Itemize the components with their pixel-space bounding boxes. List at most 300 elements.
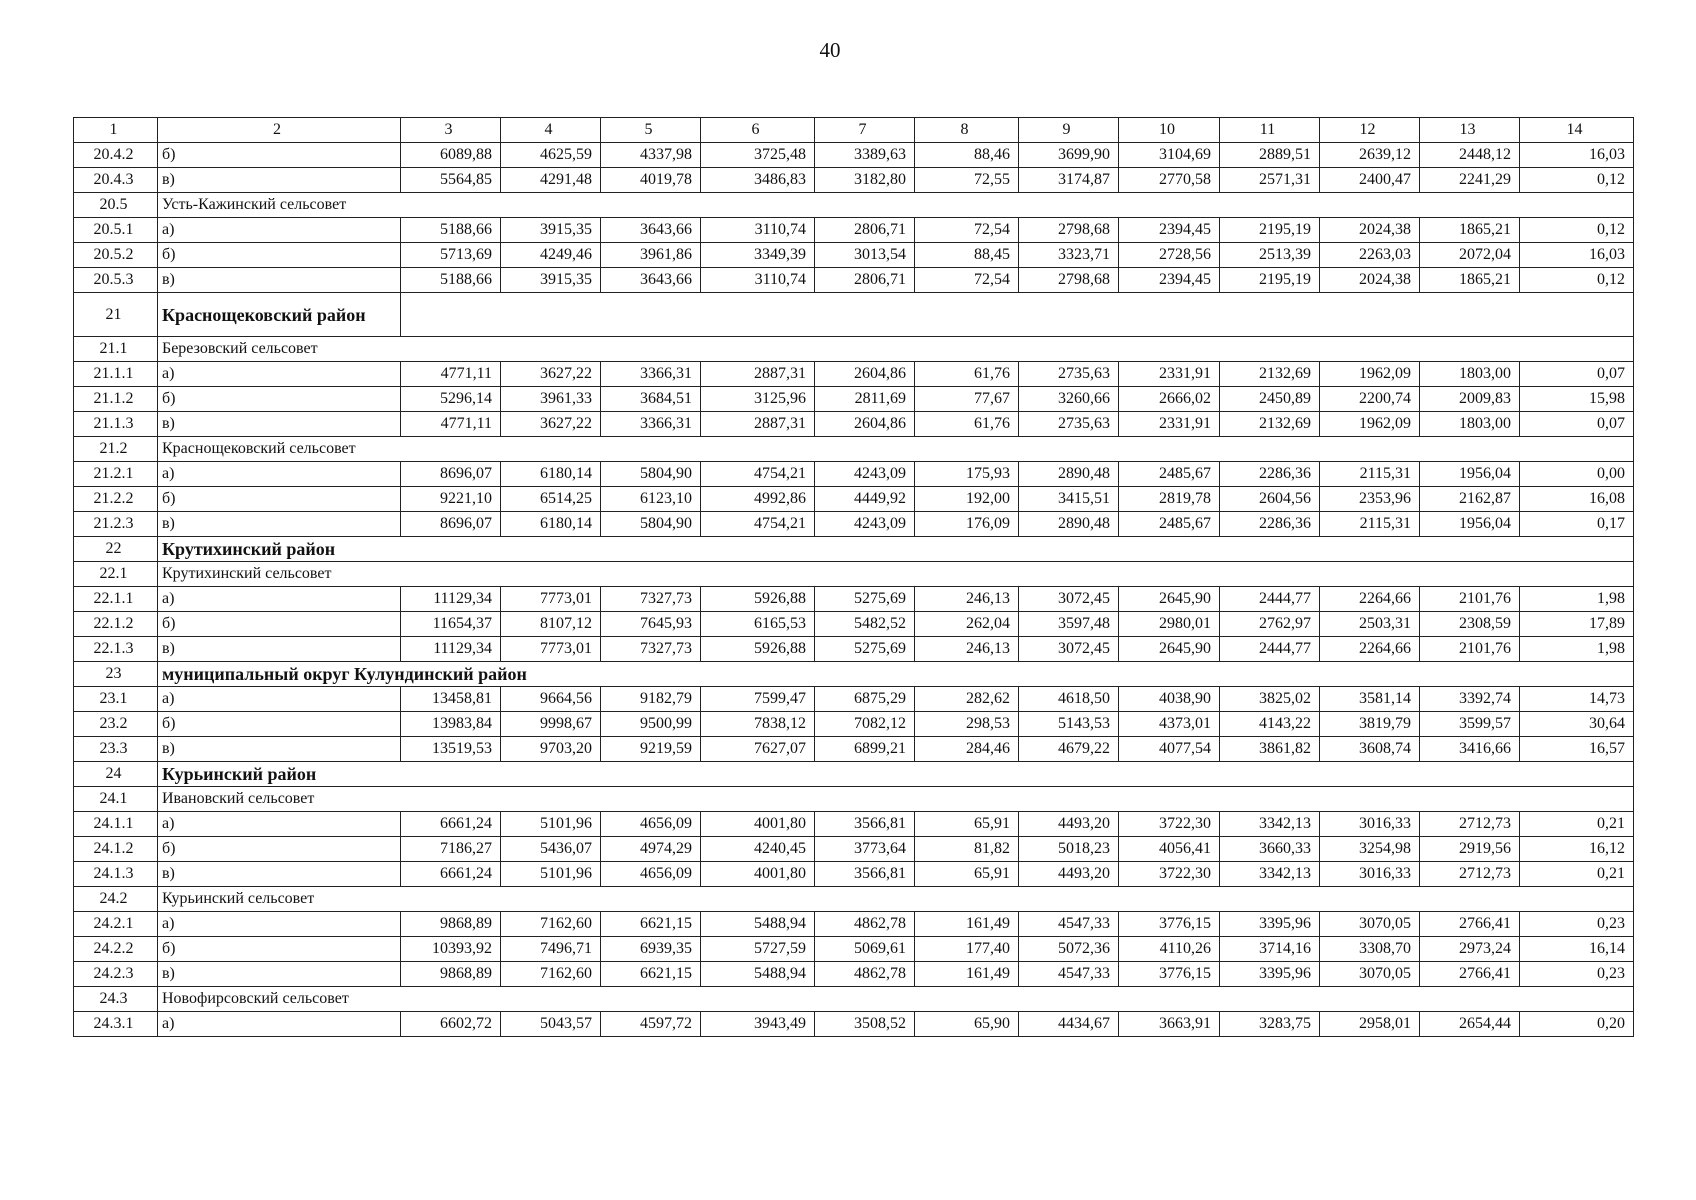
value-cell: 2024,38 bbox=[1320, 268, 1420, 293]
row-code: 20.5.2 bbox=[74, 243, 158, 268]
row-code: 24.1 bbox=[74, 787, 158, 812]
value-cell: 2331,91 bbox=[1119, 362, 1220, 387]
value-cell: 3581,14 bbox=[1320, 687, 1420, 712]
value-cell: 3608,74 bbox=[1320, 737, 1420, 762]
settlement-title: Усть-Кажинский сельсовет bbox=[158, 193, 1634, 218]
value-cell: 3254,98 bbox=[1320, 837, 1420, 862]
row-variant: б) bbox=[158, 712, 401, 737]
row-code: 22.1.2 bbox=[74, 612, 158, 637]
value-cell: 2394,45 bbox=[1119, 218, 1220, 243]
value-cell: 4656,09 bbox=[601, 812, 701, 837]
value-cell: 2241,29 bbox=[1420, 168, 1520, 193]
table-row bbox=[74, 837, 1634, 862]
value-cell: 2666,02 bbox=[1119, 387, 1220, 412]
row-code: 20.4.3 bbox=[74, 168, 158, 193]
settlement-title: Новофирсовский сельсовет bbox=[158, 987, 1634, 1012]
district-row bbox=[74, 762, 1634, 787]
value-cell: 1,98 bbox=[1520, 637, 1634, 662]
row-variant: б) bbox=[158, 143, 401, 168]
value-cell: 3182,80 bbox=[815, 168, 915, 193]
value-cell: 2806,71 bbox=[815, 218, 915, 243]
value-cell: 246,13 bbox=[915, 587, 1019, 612]
row-code: 20.5.3 bbox=[74, 268, 158, 293]
header-row bbox=[74, 118, 1634, 143]
value-cell: 3110,74 bbox=[701, 268, 815, 293]
value-cell: 2162,87 bbox=[1420, 487, 1520, 512]
value-cell: 3174,87 bbox=[1019, 168, 1119, 193]
value-cell: 3776,15 bbox=[1119, 912, 1220, 937]
value-cell: 3943,49 bbox=[701, 1012, 815, 1037]
row-code: 21.2.2 bbox=[74, 487, 158, 512]
row-variant: б) bbox=[158, 243, 401, 268]
header-cell: 10 bbox=[1119, 118, 1220, 143]
value-cell: 3415,51 bbox=[1019, 487, 1119, 512]
settlement-title: Ивановский сельсовет bbox=[158, 787, 1634, 812]
table-row bbox=[74, 812, 1634, 837]
row-variant: б) bbox=[158, 612, 401, 637]
table-row bbox=[74, 712, 1634, 737]
value-cell: 3566,81 bbox=[815, 862, 915, 887]
table-row bbox=[74, 512, 1634, 537]
table-row bbox=[74, 937, 1634, 962]
value-cell: 14,73 bbox=[1520, 687, 1634, 712]
table-row bbox=[74, 462, 1634, 487]
value-cell: 2645,90 bbox=[1119, 637, 1220, 662]
value-cell: 2200,74 bbox=[1320, 387, 1420, 412]
tariff-table bbox=[73, 117, 1634, 1037]
value-cell: 2132,69 bbox=[1220, 362, 1320, 387]
value-cell: 2973,24 bbox=[1420, 937, 1520, 962]
value-cell: 2712,73 bbox=[1420, 862, 1520, 887]
value-cell: 2485,67 bbox=[1119, 512, 1220, 537]
row-code: 23.2 bbox=[74, 712, 158, 737]
value-cell: 0,20 bbox=[1520, 1012, 1634, 1037]
row-variant: в) bbox=[158, 737, 401, 762]
value-cell: 4337,98 bbox=[601, 143, 701, 168]
value-cell: 5275,69 bbox=[815, 637, 915, 662]
value-cell: 1962,09 bbox=[1320, 412, 1420, 437]
value-cell: 1865,21 bbox=[1420, 268, 1520, 293]
value-cell: 9500,99 bbox=[601, 712, 701, 737]
value-cell: 4862,78 bbox=[815, 962, 915, 987]
value-cell: 4019,78 bbox=[601, 168, 701, 193]
value-cell: 282,62 bbox=[915, 687, 1019, 712]
value-cell: 1803,00 bbox=[1420, 412, 1520, 437]
value-cell: 2728,56 bbox=[1119, 243, 1220, 268]
row-code: 24.2 bbox=[74, 887, 158, 912]
value-cell: 16,03 bbox=[1520, 143, 1634, 168]
row-variant: а) bbox=[158, 687, 401, 712]
value-cell: 9182,79 bbox=[601, 687, 701, 712]
row-variant: в) bbox=[158, 637, 401, 662]
header-cell: 11 bbox=[1220, 118, 1320, 143]
value-cell: 3342,13 bbox=[1220, 862, 1320, 887]
value-cell: 8696,07 bbox=[401, 462, 501, 487]
value-cell: 1962,09 bbox=[1320, 362, 1420, 387]
row-code: 23 bbox=[74, 662, 158, 687]
value-cell: 298,53 bbox=[915, 712, 1019, 737]
value-cell: 5018,23 bbox=[1019, 837, 1119, 862]
value-cell: 6123,10 bbox=[601, 487, 701, 512]
value-cell: 0,21 bbox=[1520, 812, 1634, 837]
row-variant: а) bbox=[158, 812, 401, 837]
settlement-row bbox=[74, 987, 1634, 1012]
value-cell: 2645,90 bbox=[1119, 587, 1220, 612]
table-row bbox=[74, 587, 1634, 612]
value-cell: 5188,66 bbox=[401, 268, 501, 293]
value-cell: 284,46 bbox=[915, 737, 1019, 762]
row-code: 21.1 bbox=[74, 337, 158, 362]
value-cell: 3660,33 bbox=[1220, 837, 1320, 862]
value-cell: 5436,07 bbox=[501, 837, 601, 862]
value-cell: 2604,56 bbox=[1220, 487, 1320, 512]
header-cell: 9 bbox=[1019, 118, 1119, 143]
district-title: муниципальный округ Кулундинский район bbox=[158, 662, 1634, 687]
value-cell: 4618,50 bbox=[1019, 687, 1119, 712]
value-cell: 2735,63 bbox=[1019, 412, 1119, 437]
row-variant: в) bbox=[158, 268, 401, 293]
row-code: 21.2 bbox=[74, 437, 158, 462]
value-cell: 6621,15 bbox=[601, 912, 701, 937]
value-cell: 4077,54 bbox=[1119, 737, 1220, 762]
row-variant: в) bbox=[158, 512, 401, 537]
settlement-row bbox=[74, 562, 1634, 587]
row-variant: а) bbox=[158, 462, 401, 487]
value-cell: 2806,71 bbox=[815, 268, 915, 293]
value-cell: 2604,86 bbox=[815, 412, 915, 437]
value-cell: 3825,02 bbox=[1220, 687, 1320, 712]
value-cell: 3110,74 bbox=[701, 218, 815, 243]
row-code: 22.1.3 bbox=[74, 637, 158, 662]
table-row bbox=[74, 1012, 1634, 1037]
value-cell: 2887,31 bbox=[701, 362, 815, 387]
value-cell: 2286,36 bbox=[1220, 512, 1320, 537]
value-cell: 3323,71 bbox=[1019, 243, 1119, 268]
value-cell: 4754,21 bbox=[701, 512, 815, 537]
value-cell: 6661,24 bbox=[401, 862, 501, 887]
value-cell: 3308,70 bbox=[1320, 937, 1420, 962]
value-cell: 5043,57 bbox=[501, 1012, 601, 1037]
value-cell: 4992,86 bbox=[701, 487, 815, 512]
value-cell: 16,12 bbox=[1520, 837, 1634, 862]
row-code: 24.1.2 bbox=[74, 837, 158, 862]
header-cell: 12 bbox=[1320, 118, 1420, 143]
value-cell: 3070,05 bbox=[1320, 912, 1420, 937]
value-cell: 3072,45 bbox=[1019, 587, 1119, 612]
value-cell: 9664,56 bbox=[501, 687, 601, 712]
value-cell: 3016,33 bbox=[1320, 812, 1420, 837]
value-cell: 8107,12 bbox=[501, 612, 601, 637]
value-cell: 6661,24 bbox=[401, 812, 501, 837]
value-cell: 2798,68 bbox=[1019, 268, 1119, 293]
value-cell: 3684,51 bbox=[601, 387, 701, 412]
value-cell: 2712,73 bbox=[1420, 812, 1520, 837]
value-cell: 4001,80 bbox=[701, 862, 815, 887]
value-cell: 65,90 bbox=[915, 1012, 1019, 1037]
value-cell: 6180,14 bbox=[501, 512, 601, 537]
table-row bbox=[74, 912, 1634, 937]
value-cell: 3599,57 bbox=[1420, 712, 1520, 737]
row-variant: б) bbox=[158, 487, 401, 512]
header-cell: 13 bbox=[1420, 118, 1520, 143]
value-cell: 4974,29 bbox=[601, 837, 701, 862]
value-cell: 3072,45 bbox=[1019, 637, 1119, 662]
value-cell: 2286,36 bbox=[1220, 462, 1320, 487]
value-cell: 4143,22 bbox=[1220, 712, 1320, 737]
value-cell: 7645,93 bbox=[601, 612, 701, 637]
row-variant: а) bbox=[158, 912, 401, 937]
value-cell: 72,55 bbox=[915, 168, 1019, 193]
value-cell: 2450,89 bbox=[1220, 387, 1320, 412]
row-variant: а) bbox=[158, 587, 401, 612]
header-cell: 6 bbox=[701, 118, 815, 143]
value-cell: 72,54 bbox=[915, 268, 1019, 293]
value-cell: 3260,66 bbox=[1019, 387, 1119, 412]
row-code: 21 bbox=[74, 293, 158, 337]
value-cell: 3663,91 bbox=[1119, 1012, 1220, 1037]
settlement-row bbox=[74, 887, 1634, 912]
value-cell: 4656,09 bbox=[601, 862, 701, 887]
value-cell: 3776,15 bbox=[1119, 962, 1220, 987]
value-cell: 2890,48 bbox=[1019, 512, 1119, 537]
value-cell: 7327,73 bbox=[601, 637, 701, 662]
value-cell: 4547,33 bbox=[1019, 912, 1119, 937]
value-cell: 72,54 bbox=[915, 218, 1019, 243]
value-cell: 2115,31 bbox=[1320, 512, 1420, 537]
settlement-title: Краснощековский сельсовет bbox=[158, 437, 1634, 462]
value-cell: 3714,16 bbox=[1220, 937, 1320, 962]
value-cell: 2958,01 bbox=[1320, 1012, 1420, 1037]
value-cell: 2604,86 bbox=[815, 362, 915, 387]
value-cell: 3915,35 bbox=[501, 218, 601, 243]
value-cell: 0,17 bbox=[1520, 512, 1634, 537]
value-cell: 10393,92 bbox=[401, 937, 501, 962]
value-cell: 2444,77 bbox=[1220, 587, 1320, 612]
value-cell: 2115,31 bbox=[1320, 462, 1420, 487]
value-cell: 7773,01 bbox=[501, 587, 601, 612]
value-cell: 6939,35 bbox=[601, 937, 701, 962]
value-cell: 2654,44 bbox=[1420, 1012, 1520, 1037]
value-cell: 176,09 bbox=[915, 512, 1019, 537]
settlement-row bbox=[74, 437, 1634, 462]
value-cell: 3395,96 bbox=[1220, 912, 1320, 937]
table-row bbox=[74, 268, 1634, 293]
value-cell: 3070,05 bbox=[1320, 962, 1420, 987]
district-title: Курьинский район bbox=[158, 762, 1634, 787]
row-variant: в) bbox=[158, 962, 401, 987]
value-cell: 3627,22 bbox=[501, 412, 601, 437]
value-cell: 2394,45 bbox=[1119, 268, 1220, 293]
district-title: Краснощековский район bbox=[158, 293, 401, 337]
row-variant: а) bbox=[158, 1012, 401, 1037]
row-code: 24.2.1 bbox=[74, 912, 158, 937]
value-cell: 5275,69 bbox=[815, 587, 915, 612]
value-cell: 2770,58 bbox=[1119, 168, 1220, 193]
table-row bbox=[74, 962, 1634, 987]
value-cell: 161,49 bbox=[915, 962, 1019, 987]
value-cell: 16,14 bbox=[1520, 937, 1634, 962]
value-cell: 5188,66 bbox=[401, 218, 501, 243]
value-cell: 1,98 bbox=[1520, 587, 1634, 612]
value-cell: 4449,92 bbox=[815, 487, 915, 512]
value-cell: 11129,34 bbox=[401, 587, 501, 612]
value-cell: 7186,27 bbox=[401, 837, 501, 862]
row-variant: б) bbox=[158, 387, 401, 412]
value-cell: 4754,21 bbox=[701, 462, 815, 487]
row-code: 21.2.1 bbox=[74, 462, 158, 487]
value-cell: 3566,81 bbox=[815, 812, 915, 837]
value-cell: 5072,36 bbox=[1019, 937, 1119, 962]
table-row bbox=[74, 218, 1634, 243]
value-cell: 30,64 bbox=[1520, 712, 1634, 737]
value-cell: 7082,12 bbox=[815, 712, 915, 737]
table-row bbox=[74, 612, 1634, 637]
value-cell: 3861,82 bbox=[1220, 737, 1320, 762]
row-code: 21.2.3 bbox=[74, 512, 158, 537]
value-cell: 5926,88 bbox=[701, 637, 815, 662]
value-cell: 5296,14 bbox=[401, 387, 501, 412]
value-cell: 2571,31 bbox=[1220, 168, 1320, 193]
value-cell: 3416,66 bbox=[1420, 737, 1520, 762]
value-cell: 5101,96 bbox=[501, 812, 601, 837]
value-cell: 2072,04 bbox=[1420, 243, 1520, 268]
value-cell: 65,91 bbox=[915, 862, 1019, 887]
value-cell: 3104,69 bbox=[1119, 143, 1220, 168]
value-cell: 61,76 bbox=[915, 362, 1019, 387]
value-cell: 3342,13 bbox=[1220, 812, 1320, 837]
value-cell: 4249,46 bbox=[501, 243, 601, 268]
value-cell: 16,57 bbox=[1520, 737, 1634, 762]
header-cell: 2 bbox=[158, 118, 401, 143]
value-cell: 3366,31 bbox=[601, 362, 701, 387]
value-cell: 2766,41 bbox=[1420, 912, 1520, 937]
value-cell: 3016,33 bbox=[1320, 862, 1420, 887]
table-row bbox=[74, 387, 1634, 412]
value-cell: 4493,20 bbox=[1019, 812, 1119, 837]
row-code: 21.1.3 bbox=[74, 412, 158, 437]
value-cell: 3699,90 bbox=[1019, 143, 1119, 168]
value-cell: 4038,90 bbox=[1119, 687, 1220, 712]
value-cell: 3349,39 bbox=[701, 243, 815, 268]
value-cell: 3627,22 bbox=[501, 362, 601, 387]
value-cell: 0,12 bbox=[1520, 168, 1634, 193]
value-cell: 3486,83 bbox=[701, 168, 815, 193]
value-cell: 2132,69 bbox=[1220, 412, 1320, 437]
settlement-title: Крутихинский сельсовет bbox=[158, 562, 1634, 587]
value-cell: 5804,90 bbox=[601, 462, 701, 487]
row-variant: б) bbox=[158, 937, 401, 962]
value-cell: 2448,12 bbox=[1420, 143, 1520, 168]
value-cell: 3961,86 bbox=[601, 243, 701, 268]
value-cell: 7599,47 bbox=[701, 687, 815, 712]
row-code: 24.2.3 bbox=[74, 962, 158, 987]
value-cell: 13458,81 bbox=[401, 687, 501, 712]
value-cell: 2331,91 bbox=[1119, 412, 1220, 437]
value-cell: 0,12 bbox=[1520, 268, 1634, 293]
table-row bbox=[74, 637, 1634, 662]
value-cell: 4243,09 bbox=[815, 512, 915, 537]
value-cell: 3722,30 bbox=[1119, 862, 1220, 887]
value-cell: 161,49 bbox=[915, 912, 1019, 937]
header-cell: 3 bbox=[401, 118, 501, 143]
value-cell: 2503,31 bbox=[1320, 612, 1420, 637]
value-cell: 3125,96 bbox=[701, 387, 815, 412]
value-cell: 3508,52 bbox=[815, 1012, 915, 1037]
header-cell: 8 bbox=[915, 118, 1019, 143]
row-variant: в) bbox=[158, 862, 401, 887]
value-cell: 4243,09 bbox=[815, 462, 915, 487]
value-cell: 61,76 bbox=[915, 412, 1019, 437]
value-cell: 2308,59 bbox=[1420, 612, 1520, 637]
row-code: 20.4.2 bbox=[74, 143, 158, 168]
settlement-row bbox=[74, 787, 1634, 812]
value-cell: 6899,21 bbox=[815, 737, 915, 762]
value-cell: 16,03 bbox=[1520, 243, 1634, 268]
value-cell: 175,93 bbox=[915, 462, 1019, 487]
value-cell: 3722,30 bbox=[1119, 812, 1220, 837]
value-cell: 7327,73 bbox=[601, 587, 701, 612]
value-cell: 2766,41 bbox=[1420, 962, 1520, 987]
header-cell: 7 bbox=[815, 118, 915, 143]
value-cell: 2263,03 bbox=[1320, 243, 1420, 268]
value-cell: 7162,60 bbox=[501, 962, 601, 987]
value-cell: 5069,61 bbox=[815, 937, 915, 962]
value-cell: 3819,79 bbox=[1320, 712, 1420, 737]
value-cell: 3643,66 bbox=[601, 268, 701, 293]
value-cell: 3013,54 bbox=[815, 243, 915, 268]
value-cell: 5488,94 bbox=[701, 912, 815, 937]
value-cell: 2735,63 bbox=[1019, 362, 1119, 387]
row-variant: а) bbox=[158, 362, 401, 387]
district-row bbox=[74, 662, 1634, 687]
value-cell: 2513,39 bbox=[1220, 243, 1320, 268]
value-cell: 0,23 bbox=[1520, 962, 1634, 987]
value-cell: 0,23 bbox=[1520, 912, 1634, 937]
value-cell: 192,00 bbox=[915, 487, 1019, 512]
value-cell: 9868,89 bbox=[401, 912, 501, 937]
value-cell: 0,07 bbox=[1520, 412, 1634, 437]
value-cell: 4547,33 bbox=[1019, 962, 1119, 987]
value-cell: 2889,51 bbox=[1220, 143, 1320, 168]
value-cell: 3725,48 bbox=[701, 143, 815, 168]
value-cell: 4597,72 bbox=[601, 1012, 701, 1037]
value-cell: 2400,47 bbox=[1320, 168, 1420, 193]
value-cell: 4373,01 bbox=[1119, 712, 1220, 737]
value-cell: 7162,60 bbox=[501, 912, 601, 937]
value-cell: 0,21 bbox=[1520, 862, 1634, 887]
row-code: 21.1.2 bbox=[74, 387, 158, 412]
value-cell: 5143,53 bbox=[1019, 712, 1119, 737]
row-variant: а) bbox=[158, 218, 401, 243]
table-row bbox=[74, 487, 1634, 512]
page-number: 40 bbox=[819, 38, 841, 62]
row-code: 24.1.1 bbox=[74, 812, 158, 837]
value-cell: 2762,97 bbox=[1220, 612, 1320, 637]
table-row bbox=[74, 168, 1634, 193]
value-cell: 17,89 bbox=[1520, 612, 1634, 637]
value-cell: 88,46 bbox=[915, 143, 1019, 168]
value-cell: 3389,63 bbox=[815, 143, 915, 168]
value-cell: 15,98 bbox=[1520, 387, 1634, 412]
value-cell: 13519,53 bbox=[401, 737, 501, 762]
value-cell: 5804,90 bbox=[601, 512, 701, 537]
value-cell: 7496,71 bbox=[501, 937, 601, 962]
header-cell: 5 bbox=[601, 118, 701, 143]
value-cell: 6602,72 bbox=[401, 1012, 501, 1037]
value-cell: 5482,52 bbox=[815, 612, 915, 637]
value-cell: 4679,22 bbox=[1019, 737, 1119, 762]
value-cell: 4771,11 bbox=[401, 362, 501, 387]
